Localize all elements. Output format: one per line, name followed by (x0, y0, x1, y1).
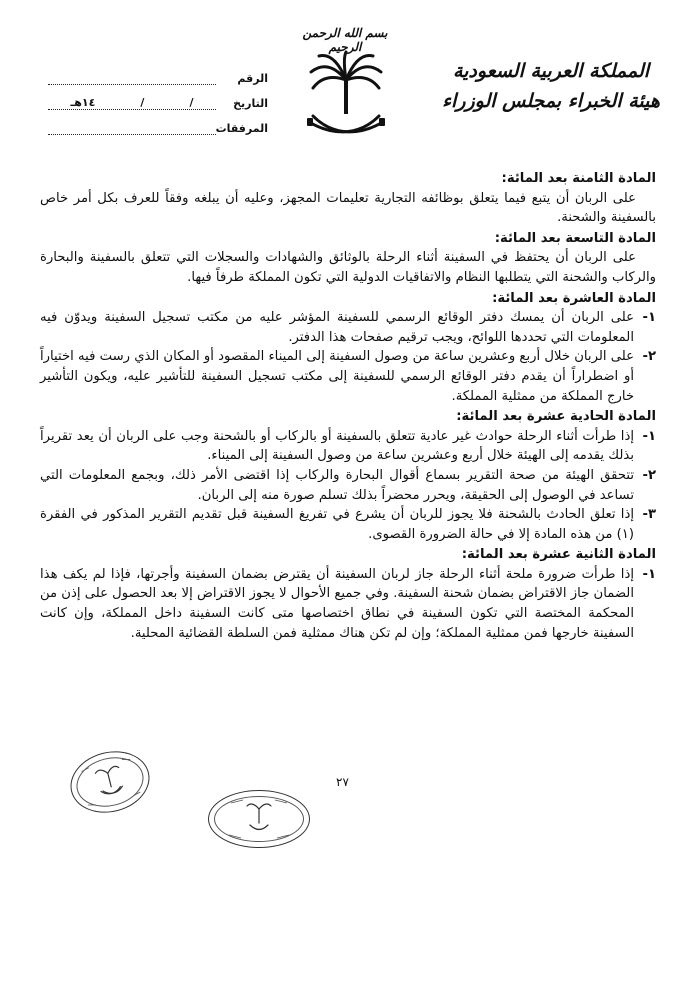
saudi-emblem-icon (303, 50, 389, 146)
stamp-emblem-icon (209, 791, 309, 847)
article-paragraph: على الربان أن يحتفظ في السفينة أثناء الرحلة بالوثائق والشهادات والسجلات التي تتعلق بالسفينة والبحارة والركاب والشحنة التي يتطلبها النظام والاتفاقيات الدولية التي تكون المملكة طرفاً فيها. (40, 250, 656, 285)
article-item (40, 308, 656, 347)
stamp-emblem-icon (65, 744, 155, 819)
article-heading: المادة العاشرة بعد المائة: (492, 290, 656, 306)
attachments-line (48, 122, 216, 135)
article-heading: المادة الثامنة بعد المائة: (501, 171, 656, 186)
article-item (40, 347, 656, 406)
item-number: ٢- (642, 467, 656, 483)
item-number: ١- (642, 566, 656, 582)
article-item (40, 505, 656, 544)
kingdom-name: المملكة العربية السعودية (452, 60, 650, 82)
ref-number-row (48, 60, 268, 85)
official-stamp (64, 743, 156, 821)
article-item (40, 466, 656, 505)
item-text: إذا طرأت أثناء الرحلة حوادث غير عادية تتعلق بالسفينة أو بالركاب أو بالشحنة وجب على الربان أن يعد تقريراً بذلك يقدمه إلى الهيئة خلال أربع وعشرين ساعة من وصول السفينة إلى الميناء. (40, 428, 634, 464)
article-item (40, 565, 656, 643)
item-text: إذا طرأت ضرورة ملحة أثناء الرحلة جاز لربان السفينة أن يقترض بضمان السفينة وأجرتها، فإذا لم يكف هذا الضمان جاز الاقتراض بضمان شحنة السفينة. وفي جميع الأحوال لا يجوز الاقتراض إلا بعد الحصول على إذن من المحكمة المختصة التي تكون السفينة في نطاق اختصاصها متى كانت السفينة داخل المملكة، وإن كانت السفينة خارجها فمن ممثلية المملكة؛ وإن لم تكن هناك ممثلية فمن السلطة القضائية المحلية. (40, 566, 634, 641)
item-text: إذا تعلق الحادث بالشحنة فلا يجوز للربان أن يشرع في تفريغ السفينة قبل تقديم التقرير المذكور في الفقرة (١) من هذه المادة إلا في حالة الضرورة القصوى. (40, 507, 634, 542)
item-text: تتحقق الهيئة من صحة التقرير بسماع أقوال البحارة والركاب إذا اقتضى الأمر ذلك، وبجمع المعلومات التي تساعد في الوصول إلى الحقيقة، ويحرر محضراً بذلك تسلم صورة منه إلى الربان. (40, 467, 634, 503)
article-paragraph: على الربان أن يتبع فيما يتعلق بوظائفه التجارية تعليمات المجهز، وعليه أن يبلغه وفقاً للعرف بكل أمر خاص بالسفينة والشحنة. (40, 190, 656, 226)
item-number: ١- (642, 428, 656, 444)
date-slash: / (189, 96, 194, 109)
article-heading: المادة الحادية عشرة بعد المائة: (456, 409, 656, 425)
organization-name (426, 56, 676, 116)
date-row (48, 85, 268, 110)
article-heading: المادة التاسعة بعد المائة: (494, 230, 656, 246)
date-slash: / (140, 96, 145, 109)
item-number: ٢- (642, 349, 656, 365)
official-stamp (208, 790, 310, 848)
document-body (40, 168, 656, 643)
reference-fields (48, 60, 268, 135)
letterhead (0, 0, 700, 160)
item-number: ١- (642, 310, 656, 326)
attachments-row (48, 110, 268, 135)
ref-number-line (48, 72, 216, 85)
basmala: بسم الله الرحمن الرحيم (302, 26, 388, 54)
page-number: ٢٧ (336, 775, 349, 789)
date-fields (48, 96, 216, 110)
date-year-suffix: ١٤هـ (70, 96, 96, 109)
item-text: على الربان خلال أربع وعشرين ساعة من وصول السفينة إلى الميناء المقصود أو المكان الذي رست فيه اختياراً أو اضطراراً أن يقدم دفتر الوقائع الرسمي للسفينة إلى مكتب تسجيل السفينة للتأشير عليه، ويكون التأشير خارج المملكة من ممثلية المملكة. (40, 349, 634, 404)
item-number: ٣- (642, 507, 656, 523)
attachments-label: المرفقات (215, 122, 268, 135)
item-text: على الربان أن يمسك دفتر الوقائع الرسمي للسفينة المؤشر عليه من مكتب تسجيل السفينة ويدوّن فيه المعلومات التي تحددها اللوائح، ويجب ترقيم صفحات هذا الدفتر. (40, 310, 634, 345)
date-label: التاريخ (233, 97, 268, 110)
ref-number-label: الرقم (237, 72, 268, 85)
article-heading: المادة الثانية عشرة بعد المائة: (461, 547, 656, 563)
article-item (40, 427, 656, 466)
authority-name: هيئة الخبراء بمجلس الوزراء (442, 90, 660, 112)
